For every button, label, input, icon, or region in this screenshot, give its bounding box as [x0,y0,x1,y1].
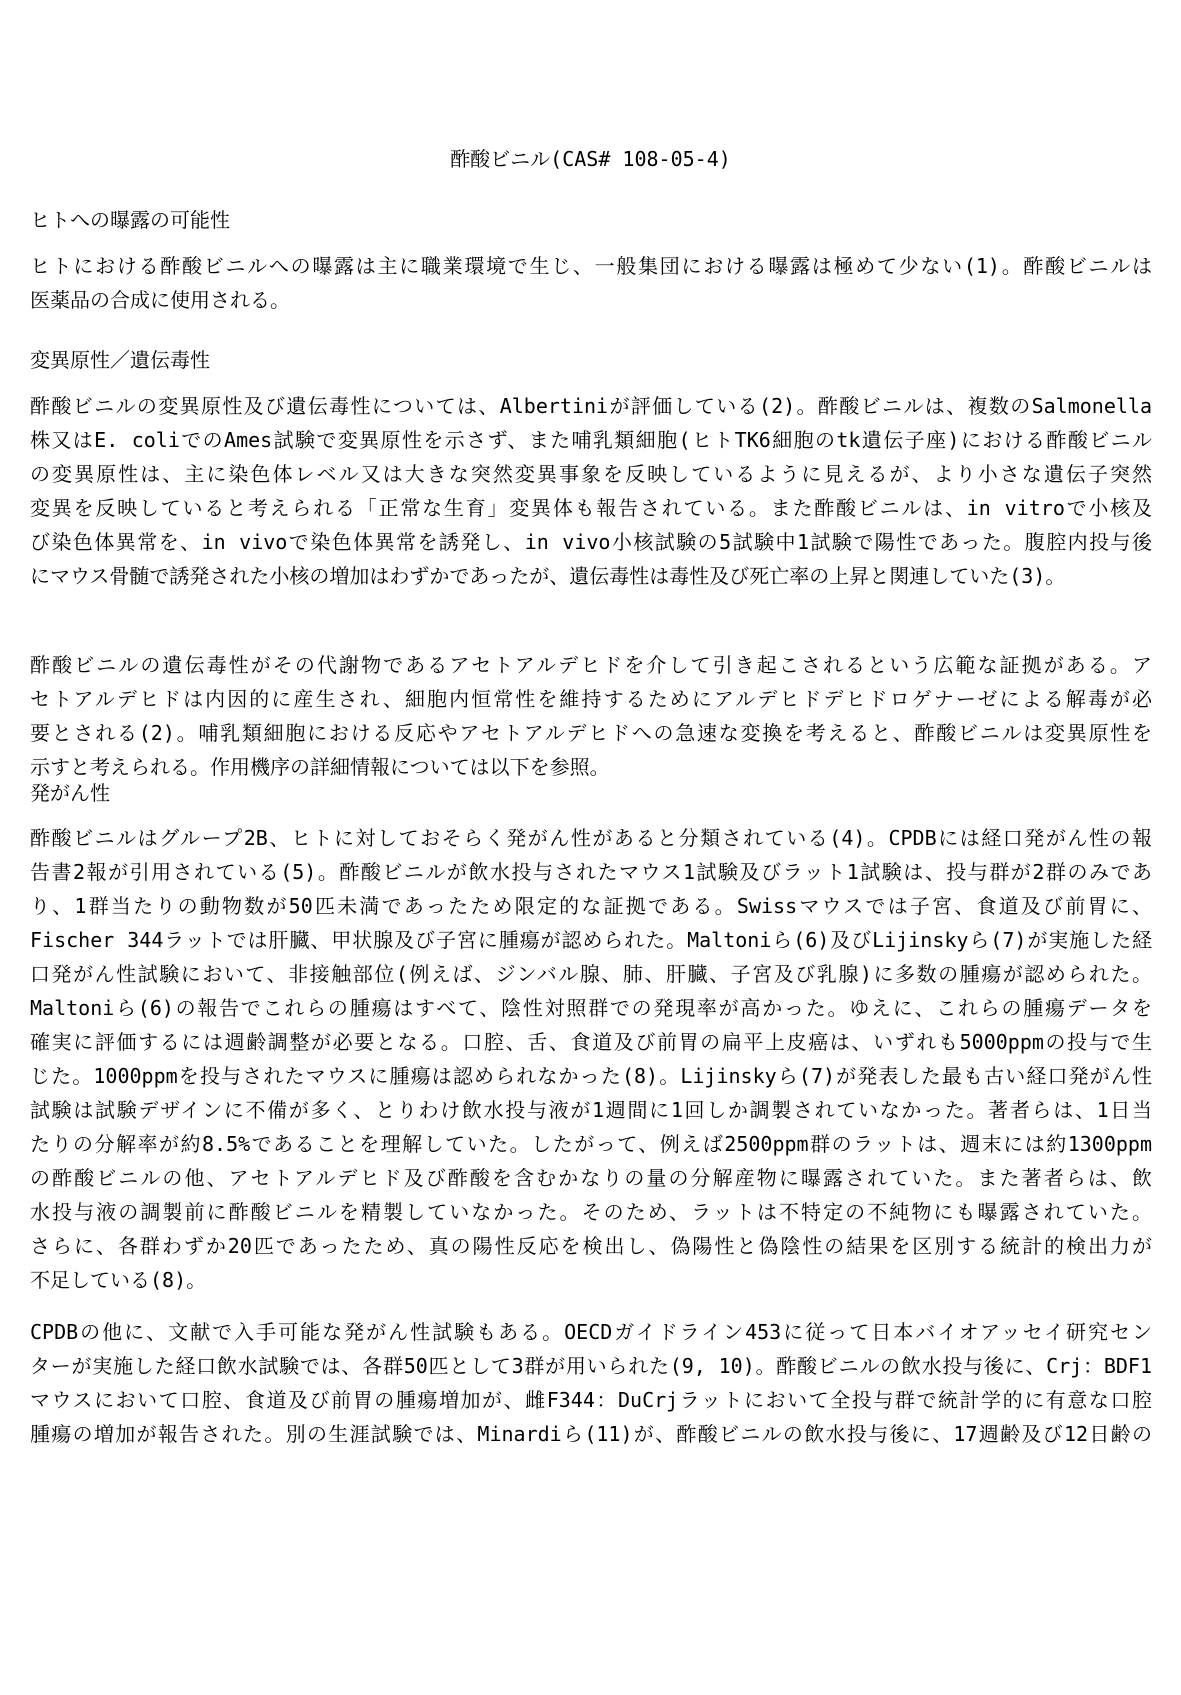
paragraph-line: 口発がん性試験において、非接触部位(例えば、ジンバル腺、肺、肝臓、子宮及び乳腺)に多数の腫瘍が認められた。 [30,962,1152,986]
paragraph-line: Fischer 344ラットでは肝臓、甲状腺及び子宮に腫瘍が認められた。Maltoniら(6)及びLijinskyら(7)が実施した経 [30,928,1152,952]
section-heading: 変異原性／遺伝毒性 [30,348,210,372]
paragraph-line: 水投与液の調製前に酢酸ビニルを精製していなかった。そのため、ラットは不特定の不純物にも曝露されていた。 [30,1200,1152,1224]
paragraph-line: 医薬品の合成に使用される。 [30,288,290,312]
paragraph-line: の変異原性は、主に染色体レベル又は大きな突然変異事象を反映しているように見えるが、より小さな遺伝子突然 [30,462,1152,486]
paragraph-line: 試験は試験デザインに不備が多く、とりわけ飲水投与液が1週間に1回しか調製されていなかった。著者らは、1日当 [30,1098,1152,1122]
paragraph-line: 不足している(8)。 [30,1268,207,1292]
paragraph-line: たりの分解率が約8.5%であることを理解していた。したがって、例えば2500ppm群のラットは、週末には約1300ppm [30,1132,1152,1156]
paragraph-line: Maltoniら(6)の報告でこれらの腫瘍はすべて、陰性対照群での発現率が高かった。ゆえに、これらの腫瘍データを [30,996,1152,1020]
paragraph-line: り、1群当たりの動物数が50匹未満であったため限定的な証拠である。Swissマウスでは子宮、食道及び前胃に、 [30,894,1152,918]
paragraph-line: にマウス骨髄で誘発された小核の増加はわずかであったが、遺伝毒性は毒性及び死亡率の上昇と関連していた(3)。 [30,564,1066,588]
paragraph [30,821,1152,1297]
paragraph [30,648,1152,784]
paragraph-line: 腫瘍の増加が報告された。別の生涯試験では、Minardiら(11)が、酢酸ビニルの飲水投与後に、17週齢及び12日齢の [30,1422,1152,1446]
document-title: 酢酸ビニル(CAS# 108-05-4) [450,147,731,171]
paragraph [30,389,1152,593]
section-heading: ヒトへの曝露の可能性 [30,208,230,232]
paragraph-line: の酢酸ビニルの他、アセトアルデヒド及び酢酸を含むかなりの量の分解産物に曝露されていた。また著者らは、飲 [30,1166,1152,1190]
paragraph-line: マウスにおいて口腔、食道及び前胃の腫瘍増加が、雌F344：DuCrjラットにおいて全投与群で統計学的に有意な口腔 [30,1388,1152,1412]
paragraph-line: び染色体異常を、in vivoで染色体異常を誘発し、in vivo小核試験の5試験中1試験で陽性であった。腹腔内投与後 [30,530,1152,554]
paragraph-line: CPDBの他に、文献で入手可能な発がん性試験もある。OECDガイドライン453に従って日本バイオアッセイ研究セン [30,1320,1152,1344]
paragraph-line: 示すと考えられる。作用機序の詳細情報については以下を参照。 [30,755,610,779]
paragraph-line: 確実に評価するには週齢調整が必要となる。口腔、舌、食道及び前胃の扁平上皮癌は、いずれも5000ppmの投与で生 [30,1030,1152,1054]
paragraph-line: さらに、各群わずか20匹であったため、真の陽性反応を検出し、偽陽性と偽陰性の結果を区別する統計的検出力が [30,1234,1152,1258]
paragraph-line: 酢酸ビニルはグループ2B、ヒトに対しておそらく発がん性があると分類されている(4)。CPDBには経口発がん性の報 [30,826,1152,850]
paragraph-line: セトアルデヒドは内因的に産生され、細胞内恒常性を維持するためにアルデヒドデヒドロゲナーゼによる解毒が必 [30,687,1152,711]
paragraph-line: 酢酸ビニルの遺伝毒性がその代謝物であるアセトアルデヒドを介して引き起こされるという広範な証拠がある。ア [30,653,1152,677]
section-heading: 発がん性 [30,781,110,805]
paragraph-line: ヒトにおける酢酸ビニルへの曝露は主に職業環境で生じ、一般集団における曝露は極めて少ない(1)。酢酸ビニルは [30,254,1152,278]
paragraph-line: じた。1000ppmを投与されたマウスに腫瘍は認められなかった(8)。Lijinskyら(7)が発表した最も古い経口発がん性 [30,1064,1152,1088]
paragraph [30,249,1152,317]
paragraph-line: 株又はE. coliでのAmes試験で変異原性を示さず、また哺乳類細胞(ヒトTK6細胞のtk遺伝子座)における酢酸ビニル [30,428,1152,452]
paragraph-line: 要とされる(2)。哺乳類細胞における反応やアセトアルデヒドへの急速な変換を考えると、酢酸ビニルは変異原性を [30,721,1152,745]
paragraph-line: 告書2報が引用されている(5)。酢酸ビニルが飲水投与されたマウス1試験及びラット1試験は、投与群が2群のみであ [30,860,1152,884]
paragraph-line: 酢酸ビニルの変異原性及び遺伝毒性については、Albertiniが評価している(2)。酢酸ビニルは、複数のSalmonella [30,394,1152,418]
paragraph [30,1315,1152,1451]
paragraph-line: ターが実施した経口飲水試験では、各群50匹として3群が用いられた(9, 10)。酢酸ビニルの飲水投与後に、Crj：BDF1 [30,1354,1152,1378]
paragraph-line: 変異を反映していると考えられる「正常な生育」変異体も報告されている。また酢酸ビニルは、in vitroで小核及 [30,496,1152,520]
